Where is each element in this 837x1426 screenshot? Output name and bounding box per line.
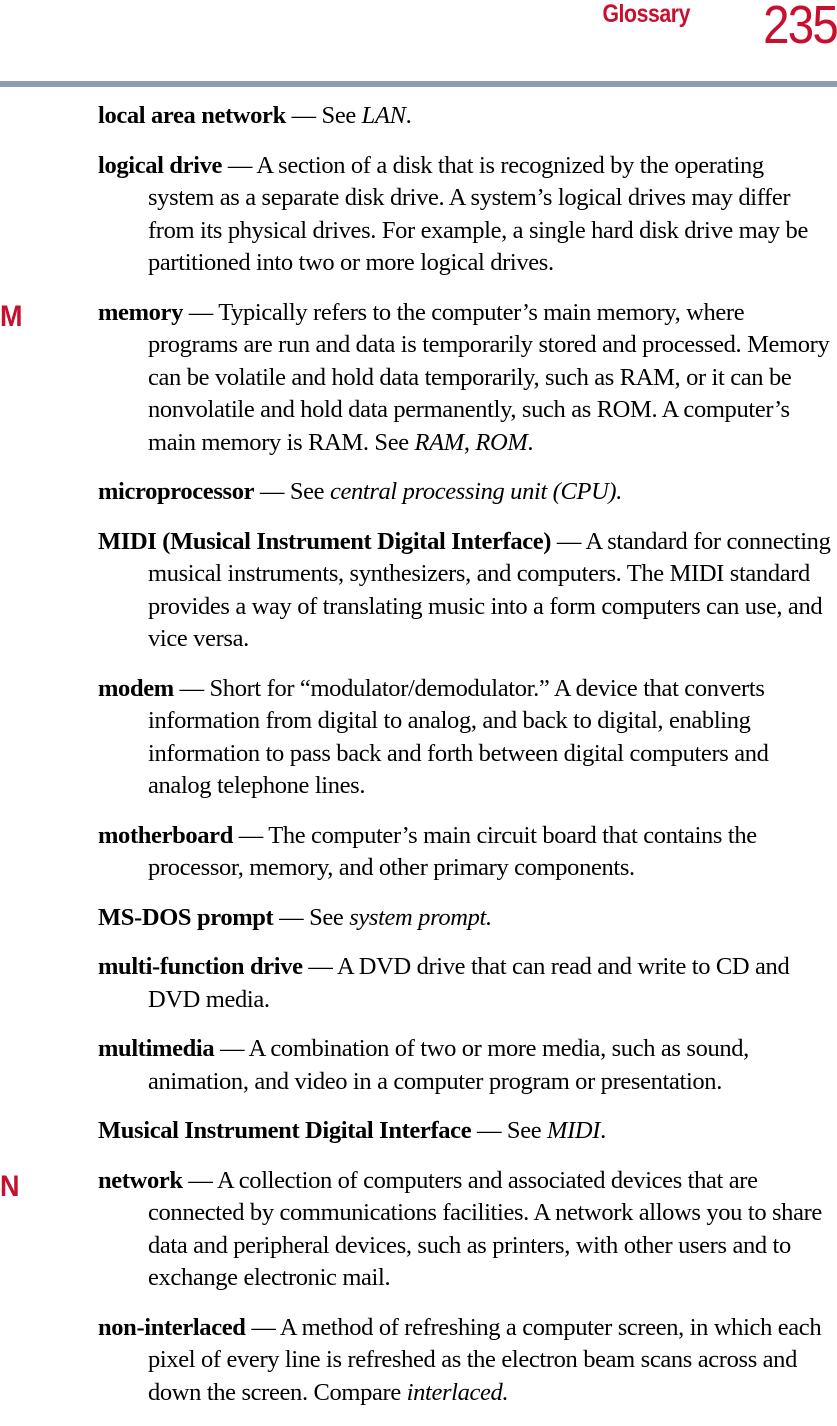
term: network xyxy=(98,1166,183,1194)
definition: — See xyxy=(285,102,362,129)
term: MS-DOS prompt xyxy=(98,903,274,931)
punctuation: . xyxy=(405,102,412,129)
entry-local-area-network xyxy=(98,100,834,133)
term: local area network xyxy=(98,102,286,129)
entry-logical-drive xyxy=(98,150,834,280)
definition: — Short for “modulator/demodulator.” A device that converts information from digital to analog, and back to digital, enabling information to pass back and forth between digital computers and analog telephone lines. xyxy=(148,674,769,799)
cross-reference: interlaced. xyxy=(406,1378,509,1406)
page-header xyxy=(0,0,837,80)
entry-motherboard xyxy=(98,820,834,885)
term: Musical Instrument Digital Interface xyxy=(98,1117,472,1144)
term: multi-function drive xyxy=(98,953,303,980)
cross-reference: central processing unit (CPU). xyxy=(329,478,623,505)
definition: — A collection of computers and associated devices that are connected by communications facilities. A network allows you to share data and peripheral devices, such as printers, with other users and to exchange electronic mail. xyxy=(148,1166,822,1291)
section-letter-n: N xyxy=(0,1170,20,1203)
definition: — See xyxy=(471,1117,548,1144)
separator: , xyxy=(463,428,476,456)
cross-reference: system prompt. xyxy=(349,903,492,931)
entry-ms-dos-prompt xyxy=(98,902,834,935)
entry-musical-instrument-digital-interface xyxy=(98,1115,834,1148)
term: microprocessor xyxy=(98,478,255,505)
header-rule xyxy=(0,81,837,87)
cross-reference: ROM xyxy=(475,428,528,456)
definition: — A section of a disk that is recognized by the operating system as a separate disk drive. A system’s logical drives may differ from its physical drives. For example, a single hard disk drive may be partitioned into two or more logical drives. xyxy=(148,151,808,276)
page-number: 235 xyxy=(762,0,837,55)
term: MIDI (Musical Instrument Digital Interface) xyxy=(98,527,552,555)
definition: — See xyxy=(254,478,330,505)
cross-reference: LAN xyxy=(361,102,406,129)
definition: — The computer’s main circuit board that contains the processor, memory, and other primary components. xyxy=(148,821,757,881)
section-title: Glossary xyxy=(602,0,690,28)
section-letter-m: M xyxy=(0,300,23,333)
entry-network xyxy=(98,1165,834,1295)
term: non-interlaced xyxy=(98,1313,246,1341)
glossary-content xyxy=(98,100,834,1426)
entry-non-interlaced xyxy=(98,1312,834,1410)
definition: — A method of refreshing a computer screen, in which each pixel of every line is refreshed as the electron beam scans across and down the screen. Compare xyxy=(148,1313,822,1406)
definition: — See xyxy=(273,903,350,931)
term: memory xyxy=(98,298,183,326)
entry-modem xyxy=(98,673,834,803)
definition: — A DVD drive that can read and write to CD and DVD media. xyxy=(148,953,790,1013)
cross-reference: RAM xyxy=(414,428,464,456)
cross-reference: MIDI xyxy=(547,1117,601,1144)
punctuation: . xyxy=(527,428,534,456)
term: multimedia xyxy=(98,1035,215,1062)
punctuation: . xyxy=(600,1117,606,1144)
entry-microprocessor xyxy=(98,476,834,509)
definition: — Typically refers to the computer’s main memory, where programs are run and data is temporarily stored and processed. Memory can be volatile and hold data temporarily, such as RAM, or it can be nonvolatile and hold data permanently, such as ROM. A computer’s main memory is RAM. See xyxy=(148,298,830,456)
term: modem xyxy=(98,674,174,702)
entry-memory xyxy=(98,297,834,460)
definition: — A combination of two or more media, such as sound, animation, and video in a computer program or presentation. xyxy=(148,1035,749,1095)
term: logical drive xyxy=(98,151,223,179)
term: motherboard xyxy=(98,821,233,849)
entry-midi xyxy=(98,526,834,656)
definition: — A standard for connecting musical instruments, synthesizers, and computers. The MIDI standard provides a way of translating music into a form computers can use, and vice versa. xyxy=(148,527,831,652)
entry-multimedia xyxy=(98,1033,834,1098)
entry-multi-function-drive xyxy=(98,951,834,1016)
